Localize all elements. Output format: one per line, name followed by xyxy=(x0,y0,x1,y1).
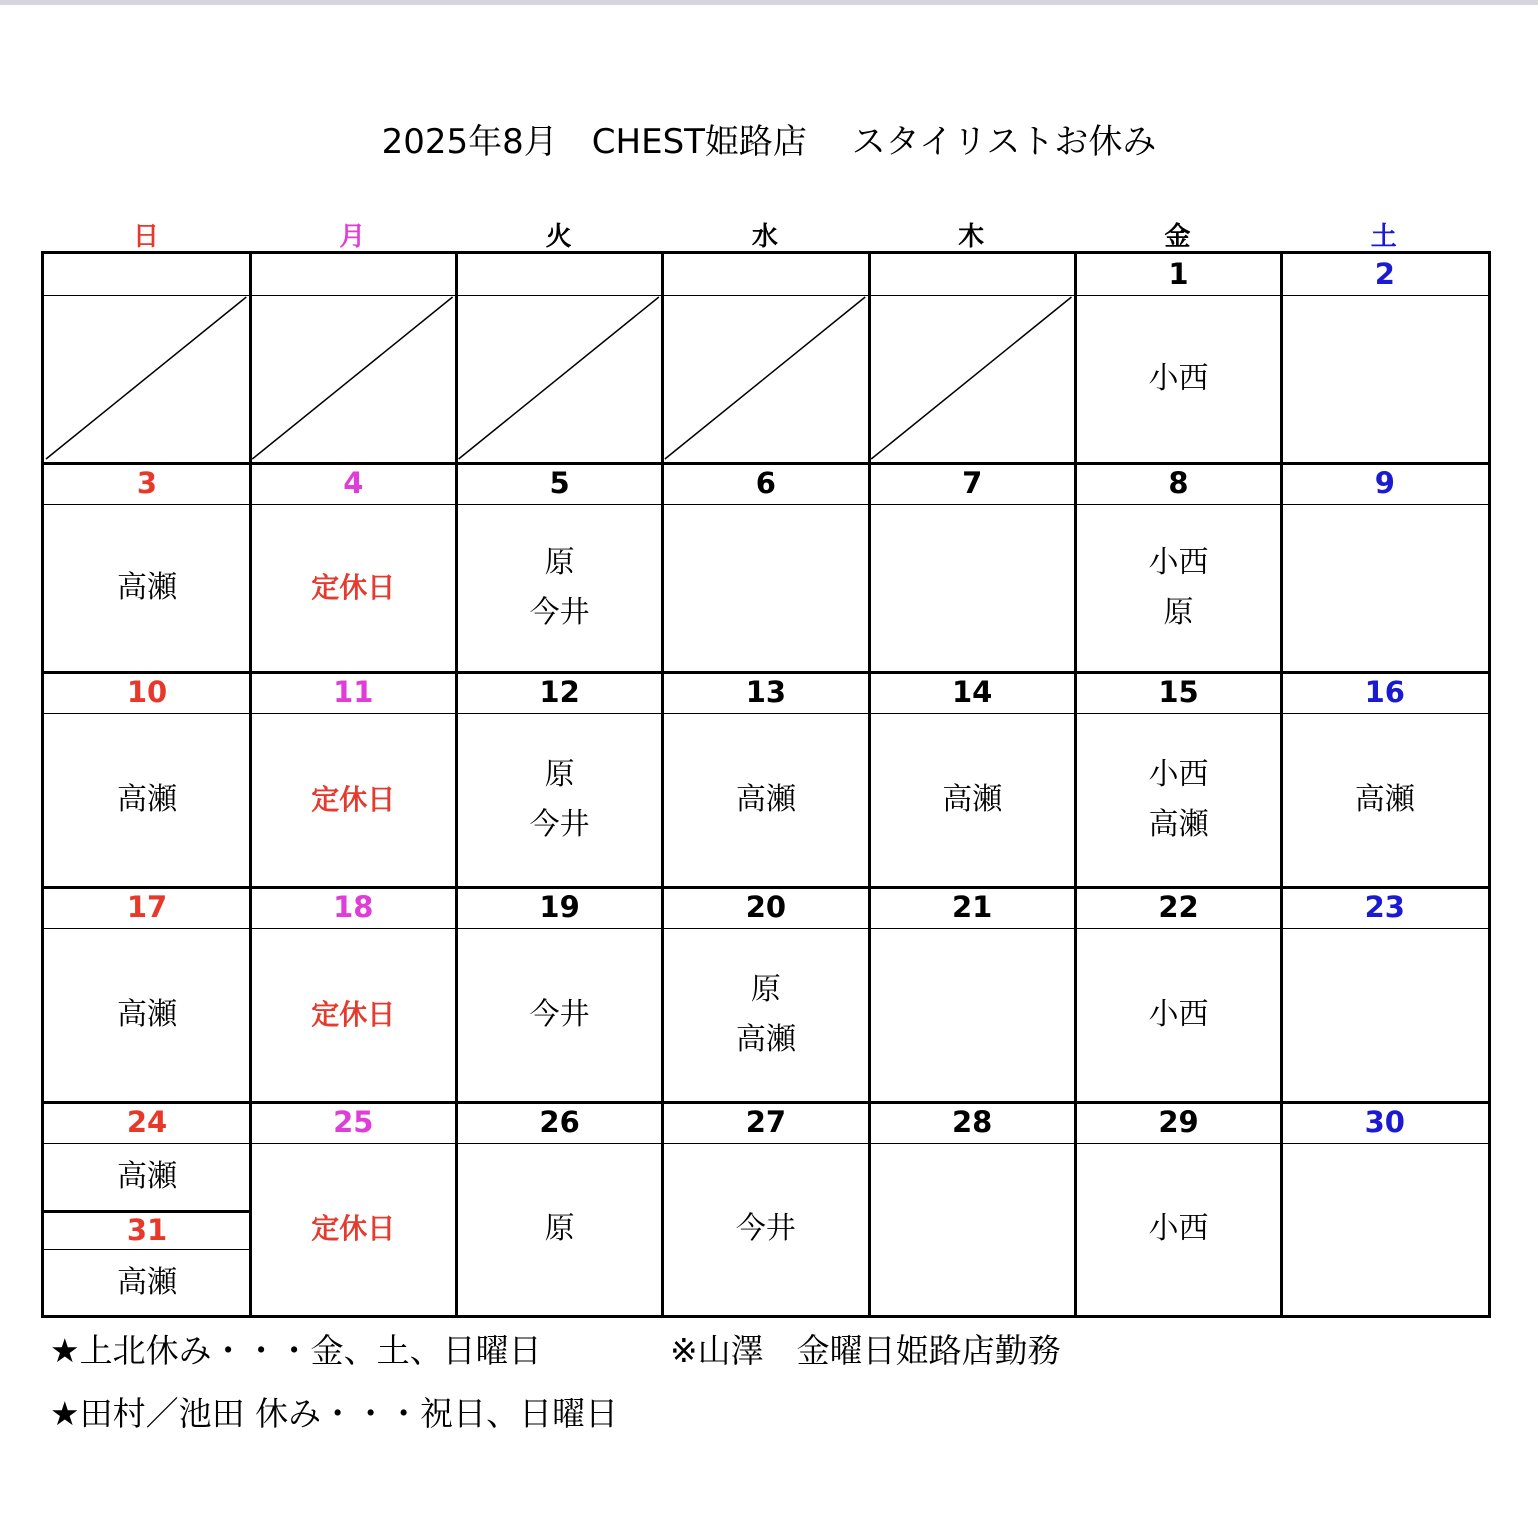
day-cell-27 xyxy=(663,1143,869,1315)
stylist-name: 高瀬 xyxy=(117,1264,177,1300)
stylist-name: 高瀬 xyxy=(117,782,177,817)
stylist-name: 高瀬 xyxy=(735,782,796,817)
day-cell-30 xyxy=(1282,1143,1488,1315)
day-number-24: 24 xyxy=(126,1105,168,1139)
day-number-19: 19 xyxy=(539,890,580,924)
calendar-grid xyxy=(41,251,1491,1318)
day-number-11: 11 xyxy=(333,675,374,709)
day-number-18: 18 xyxy=(333,890,374,924)
note-tamura-ikeda: ★田村／池田 休み・・・祝日、日曜日 xyxy=(50,1394,619,1433)
weekday-2: 火 xyxy=(545,222,572,252)
day-number-12: 12 xyxy=(539,675,580,709)
stylist-name: 高瀬 xyxy=(117,997,177,1032)
day-cell-31 xyxy=(44,1250,250,1315)
stylist-name: 今井 xyxy=(529,595,590,630)
stylist-name: 原 xyxy=(544,545,575,580)
day-number-16: 16 xyxy=(1364,675,1405,709)
weekday-5: 金 xyxy=(1164,222,1191,252)
day-cell-2 xyxy=(1282,295,1488,463)
day-cell-18 xyxy=(250,928,456,1102)
day-cell-11 xyxy=(250,713,456,887)
day-number-3: 3 xyxy=(136,466,158,500)
holiday-label: 定休日 xyxy=(311,783,396,816)
stylist-name: 小西 xyxy=(1148,361,1209,396)
day-number-10: 10 xyxy=(126,675,168,709)
day-cell-8 xyxy=(1076,504,1282,672)
stylist-name: 高瀬 xyxy=(1148,807,1209,842)
day-cell-28 xyxy=(869,1143,1075,1315)
day-cell-7 xyxy=(869,504,1075,672)
day-number-25: 25 xyxy=(333,1105,374,1139)
day-number-29: 29 xyxy=(1158,1105,1199,1139)
day-cell-4 xyxy=(250,504,456,672)
day-cell-20 xyxy=(663,928,869,1102)
day-cell-23 xyxy=(1282,928,1488,1102)
day-cell-9 xyxy=(1282,504,1488,672)
day-number-8: 8 xyxy=(1168,466,1189,500)
day-number-4: 4 xyxy=(343,466,364,500)
weekday-header xyxy=(43,216,1490,252)
stylist-name: 今井 xyxy=(529,997,590,1032)
day-cell-6 xyxy=(663,504,869,672)
empty-cell-slash xyxy=(252,297,452,459)
holiday-label: 定休日 xyxy=(311,1212,396,1245)
day-number-17: 17 xyxy=(126,890,168,924)
day-cell-13 xyxy=(663,713,869,887)
empty-cell-slash xyxy=(871,297,1071,459)
stylist-name: 高瀬 xyxy=(942,782,1003,817)
stylist-name: 高瀬 xyxy=(1354,782,1415,817)
weekday-0: 日 xyxy=(132,222,159,252)
weekday-4: 木 xyxy=(958,222,985,252)
page-title: 2025年8月 CHEST姫路店 スタイリストお休み xyxy=(381,122,1157,162)
empty-cell-slash xyxy=(665,297,865,459)
stylist-name: 小西 xyxy=(1148,997,1209,1032)
day-number-21: 21 xyxy=(952,890,993,924)
day-cell-19 xyxy=(457,928,663,1102)
day-cell-5 xyxy=(457,504,663,672)
day-cell-1 xyxy=(1076,295,1282,463)
day-number-15: 15 xyxy=(1158,675,1199,709)
day-number-27: 27 xyxy=(745,1105,787,1139)
stylist-name: 原 xyxy=(544,1211,575,1246)
day-number-7: 7 xyxy=(962,466,983,500)
day-number-13: 13 xyxy=(745,675,787,709)
day-number-5: 5 xyxy=(549,466,570,500)
day-number-31: 31 xyxy=(126,1213,168,1247)
stylist-name: 今井 xyxy=(735,1211,796,1246)
weekday-3: 水 xyxy=(751,222,778,252)
day-number-22: 22 xyxy=(1158,890,1199,924)
day-number-9: 9 xyxy=(1374,466,1395,500)
day-cell-25 xyxy=(250,1143,456,1315)
day-cell-3 xyxy=(44,504,250,672)
day-number-20: 20 xyxy=(745,890,787,924)
note-kamikita: ★上北休み・・・金、土、日曜日 xyxy=(50,1331,542,1370)
stylist-name: 高瀬 xyxy=(117,570,177,605)
holiday-label: 定休日 xyxy=(311,998,396,1031)
day-number-30: 30 xyxy=(1364,1105,1405,1139)
weekday-6: 土 xyxy=(1370,222,1397,252)
stylist-name: 今井 xyxy=(529,807,590,842)
day-cell-21 xyxy=(869,928,1075,1102)
stylist-name: 小西 xyxy=(1148,757,1209,792)
stylist-name: 小西 xyxy=(1148,1211,1209,1246)
note-yamazawa: ※山澤 金曜日姫路店勤務 xyxy=(670,1331,1061,1370)
stylist-name: 高瀬 xyxy=(117,1159,177,1194)
empty-cell-slash xyxy=(459,297,659,459)
day-cell-22 xyxy=(1076,928,1282,1102)
day-number-2: 2 xyxy=(1374,257,1395,291)
stylist-name: 原 xyxy=(544,757,575,792)
day-cell-14 xyxy=(869,713,1075,887)
day-number-14: 14 xyxy=(952,675,993,709)
day-number-23: 23 xyxy=(1364,890,1405,924)
day-number-6: 6 xyxy=(755,466,776,500)
day-cell-24 xyxy=(44,1143,250,1211)
top-bar xyxy=(0,0,1538,5)
day-cell-15 xyxy=(1076,713,1282,887)
empty-cell-slash xyxy=(46,297,246,459)
day-cell-29 xyxy=(1076,1143,1282,1315)
stylist-name: 小西 xyxy=(1148,545,1209,580)
day-number-1: 1 xyxy=(1168,257,1189,291)
stylist-name: 原 xyxy=(750,972,781,1007)
stylist-name: 高瀬 xyxy=(735,1022,796,1057)
day-cell-16 xyxy=(1282,713,1488,887)
day-cell-10 xyxy=(44,713,250,887)
holiday-label: 定休日 xyxy=(311,571,396,604)
stylist-name: 原 xyxy=(1163,595,1194,630)
day-cell-26 xyxy=(457,1143,663,1315)
day-cell-17 xyxy=(44,928,250,1102)
day-number-28: 28 xyxy=(952,1105,993,1139)
day-cell-12 xyxy=(457,713,663,887)
day-number-26: 26 xyxy=(539,1105,580,1139)
weekday-1: 月 xyxy=(339,222,366,252)
